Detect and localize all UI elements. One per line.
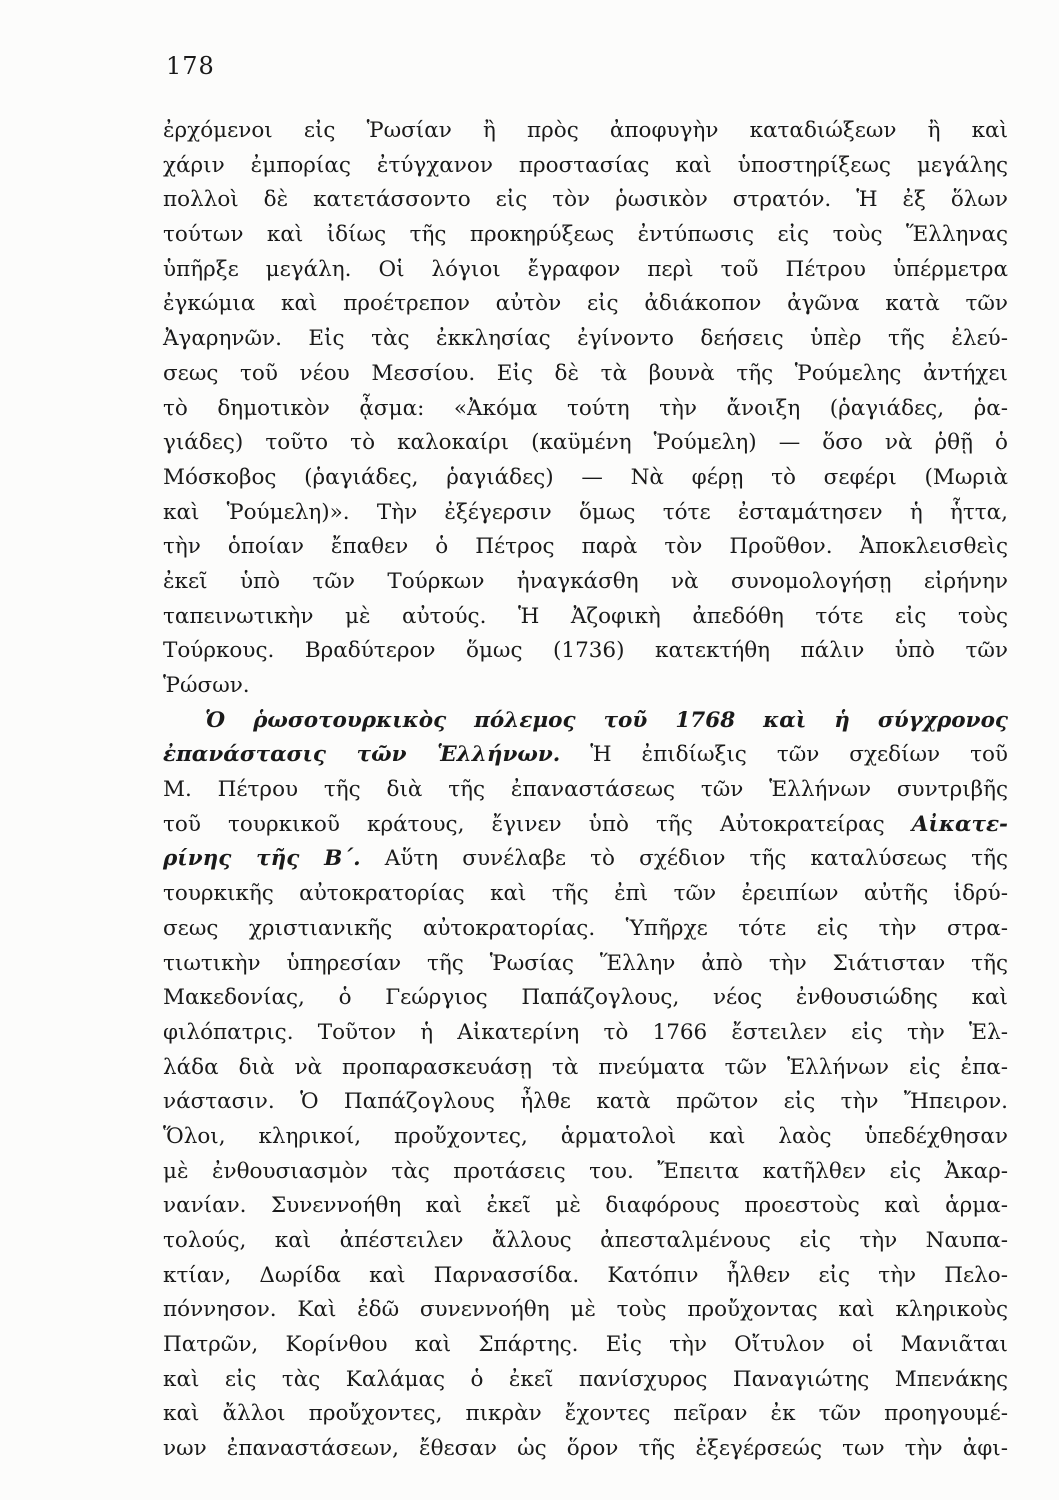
line-text: τοῦ τουρκικοῦ κράτους, ἔγινεν ὑπὸ τῆς Αὐτοκρατείρας (163, 811, 912, 837)
text-line (163, 738, 1008, 773)
text-line (163, 1016, 1008, 1051)
line-text: ἐκεῖ ὑπὸ τῶν Τούρκων ἠναγκάσθη νὰ συνομολογήσῃ εἰρήνην (163, 568, 1008, 594)
line-text: Πατρῶν, Κορίνθου καὶ Σπάρτης. Εἰς τὴν Οἴτυλον οἱ Μανιᾶται (163, 1332, 1008, 1358)
text-line (163, 392, 1008, 427)
text-line (163, 877, 1008, 912)
line-text: καὶ ἄλλοι προὔχοντες, πικρὰν ἔχοντες πεῖραν ἐκ τῶν προηγουμέ- (163, 1401, 1008, 1427)
text-line (163, 183, 1008, 218)
text-line (163, 565, 1008, 600)
text-line (163, 357, 1008, 392)
line-text: Ἡ ἐπιδίωξις τῶν σχεδίων τοῦ (560, 742, 1008, 768)
line-text: Μακεδονίας, ὁ Γεώργιος Παπάζογλους, νέος ἐνθουσιώδης καὶ (163, 985, 1008, 1011)
text-line (163, 1259, 1008, 1294)
text-line (163, 114, 1008, 149)
text-line (163, 773, 1008, 808)
text-line (163, 842, 1008, 877)
line-text: φιλόπατρις. Τοῦτον ἡ Αἰκατερίνη τὸ 1766 ἔστειλεν εἰς τὴν Ἑλ- (163, 1019, 1008, 1045)
line-text: νων ἐπαναστάσεων, ἔθεσαν ὡς ὅρον τῆς ἐξεγέρσεώς των τὴν ἀφι- (163, 1436, 1008, 1462)
text-line (163, 1224, 1008, 1259)
text-line (163, 496, 1008, 531)
line-text: ἐγκώμια καὶ προέτρεπον αὐτὸν εἰς ἀδιάκοπον ἀγῶνα κατὰ τῶν (163, 291, 1008, 317)
line-text: τὸ δημοτικὸν ᾆσμα: «Ἀκόμα τούτη τὴν ἄνοιξη (ῥαγιάδες, ῥα- (163, 395, 1008, 421)
line-text: καὶ εἰς τὰς Καλάμας ὁ ἐκεῖ πανίσχυρος Παναγιώτης Μπενάκης (163, 1366, 1008, 1392)
line-text: Τούρκους. Βραδύτερον ὅμως (1736) κατεκτήθη πάλιν ὑπὸ τῶν (163, 638, 1008, 664)
text-line (163, 149, 1008, 184)
text-line (163, 808, 1008, 843)
text-line (163, 530, 1008, 565)
line-text: πόννησον. Καὶ ἐδῶ συνεννοήθη μὲ τοὺς προὔχοντας καὶ κληρικοὺς (163, 1297, 1008, 1323)
line-text: ἐρχόμενοι εἰς Ῥωσίαν ἢ πρὸς ἀποφυγὴν καταδιώξεων ἢ καὶ (163, 118, 1008, 143)
line-text: Ὅλοι, κληρικοί, προὔχοντες, ἁρματολοὶ καὶ λαὸς ὑπεδέχθησαν (163, 1123, 1008, 1149)
text-line (163, 461, 1008, 496)
text-line (163, 1328, 1008, 1363)
line-text: Μ. Πέτρου τῆς διὰ τῆς ἐπαναστάσεως τῶν Ἑλλήνων συντριβῆς (163, 777, 1008, 803)
line-text: μὲ ἐνθουσιασμὸν τὰς προτάσεις του. Ἔπειτα κατῆλθεν εἰς Ἀκαρ- (163, 1158, 1008, 1184)
line-text: τιωτικὴν ὑπηρεσίαν τῆς Ῥωσίας Ἕλλην ἀπὸ τὴν Σιάτισταν τῆς (163, 950, 1008, 976)
line-text: ὑπῆρξε μεγάλη. Οἱ λόγιοι ἔγραφον περὶ τοῦ Πέτρου ὑπέρμετρα (163, 256, 1008, 282)
text-line (163, 1397, 1008, 1432)
line-text: Μόσκοβος (ῥαγιάδες, ῥαγιάδες) — Νὰ φέρῃ τὸ σεφέρι (Μωριὰ (163, 464, 1008, 490)
line-text: Ῥώσων. (163, 673, 250, 698)
emphasis-text: Ὁ ῥωσοτουρκικὸς πόλεμος τοῦ 1768 καὶ ἡ σύγχρονος (205, 707, 1008, 733)
section-heading-line (163, 704, 1008, 739)
text-line (163, 1363, 1008, 1398)
line-text: νάστασιν. Ὁ Παπάζογλους ἦλθε κατὰ πρῶτον εἰς τὴν Ἤπειρον. (163, 1089, 1008, 1115)
text-line (163, 426, 1008, 461)
page-number: 178 (166, 52, 215, 80)
line-text: χάριν ἐμπορίας ἐτύγχανον προστασίας καὶ ὑποστηρίξεως μεγάλης (163, 152, 1008, 178)
text-line (163, 1189, 1008, 1224)
line-text: γιάδες) τοῦτο τὸ καλοκαίρι (καϋμένη Ῥούμελη) — ὅσο νὰ ῥθῇ ὁ (163, 430, 1008, 456)
line-text: σεως χριστιανικῆς αὐτοκρατορίας. Ὑπῆρχε τότε εἰς τὴν στρα- (163, 915, 1008, 941)
text-line (163, 634, 1008, 669)
text-line (163, 981, 1008, 1016)
line-text: κτίαν, Δωρίδα καὶ Παρνασσίδα. Κατόπιν ἦλθεν εἰς τὴν Πελο- (163, 1262, 1008, 1288)
line-text: καὶ Ῥούμελη)». Τὴν ἐξέγερσιν ὅμως τότε ἐσταμάτησεν ἡ ἧττα, (163, 499, 1008, 525)
text-line (163, 1432, 1008, 1467)
text-line (163, 669, 1008, 704)
text-line (163, 1120, 1008, 1155)
text-line (163, 1051, 1008, 1086)
text-line (163, 218, 1008, 253)
line-text: Ἀγαρηνῶν. Εἰς τὰς ἐκκλησίας ἐγίνοντο δεήσεις ὑπὲρ τῆς ἐλεύ- (163, 326, 1008, 352)
text-line (163, 912, 1008, 947)
line-text: τούτων καὶ ἰδίως τῆς προκηρύξεως ἐντύπωσις εἰς τοὺς Ἕλληνας (163, 222, 1008, 248)
emphasis-text: ρίνης τῆς Β΄. (163, 846, 361, 872)
line-text: τουρκικῆς αὐτοκρατορίας καὶ τῆς ἐπὶ τῶν ἐρειπίων αὐτῆς ἱδρύ- (163, 881, 1008, 907)
text-line (163, 947, 1008, 982)
emphasis-text: ἐπανάστασις τῶν Ἑλλήνων. (163, 742, 561, 768)
line-text: λάδα διὰ νὰ προπαρασκευάσῃ τὰ πνεύματα τῶν Ἑλλήνων εἰς ἐπα- (163, 1054, 1008, 1080)
body-text (163, 114, 1008, 1467)
text-line (163, 1293, 1008, 1328)
emphasis-text: Αἰκατε- (911, 811, 1008, 837)
line-text: τολούς, καὶ ἀπέστειλεν ἄλλους ἀπεσταλμένους εἰς τὴν Ναυπα- (163, 1228, 1008, 1253)
text-line (163, 253, 1008, 288)
text-line (163, 1085, 1008, 1120)
text-line (163, 600, 1008, 635)
text-line (163, 287, 1008, 322)
text-line (163, 1155, 1008, 1190)
line-text: Αὕτη συνέλαβε τὸ σχέδιον τῆς καταλύσεως τῆς (360, 846, 1008, 872)
line-text: σεως τοῦ νέου Μεσσίου. Εἰς δὲ τὰ βουνὰ τῆς Ῥούμελης ἀντήχει (163, 360, 1008, 386)
line-text: τὴν ὁποίαν ἔπαθεν ὁ Πέτρος παρὰ τὸν Προῦθον. Ἀποκλεισθεὶς (163, 534, 1008, 560)
line-text: ταπεινωτικὴν μὲ αὐτούς. Ἡ Ἀζοφικὴ ἀπεδόθη τότε εἰς τοὺς (163, 603, 1008, 629)
line-text: νανίαν. Συνεννοήθη καὶ ἐκεῖ μὲ διαφόρους προεστοὺς καὶ ἁρμα- (163, 1193, 1008, 1219)
line-text: πολλοὶ δὲ κατετάσσοντο εἰς τὸν ῥωσικὸν στρατόν. Ἡ ἐξ ὅλων (163, 187, 1008, 213)
text-line (163, 322, 1008, 357)
